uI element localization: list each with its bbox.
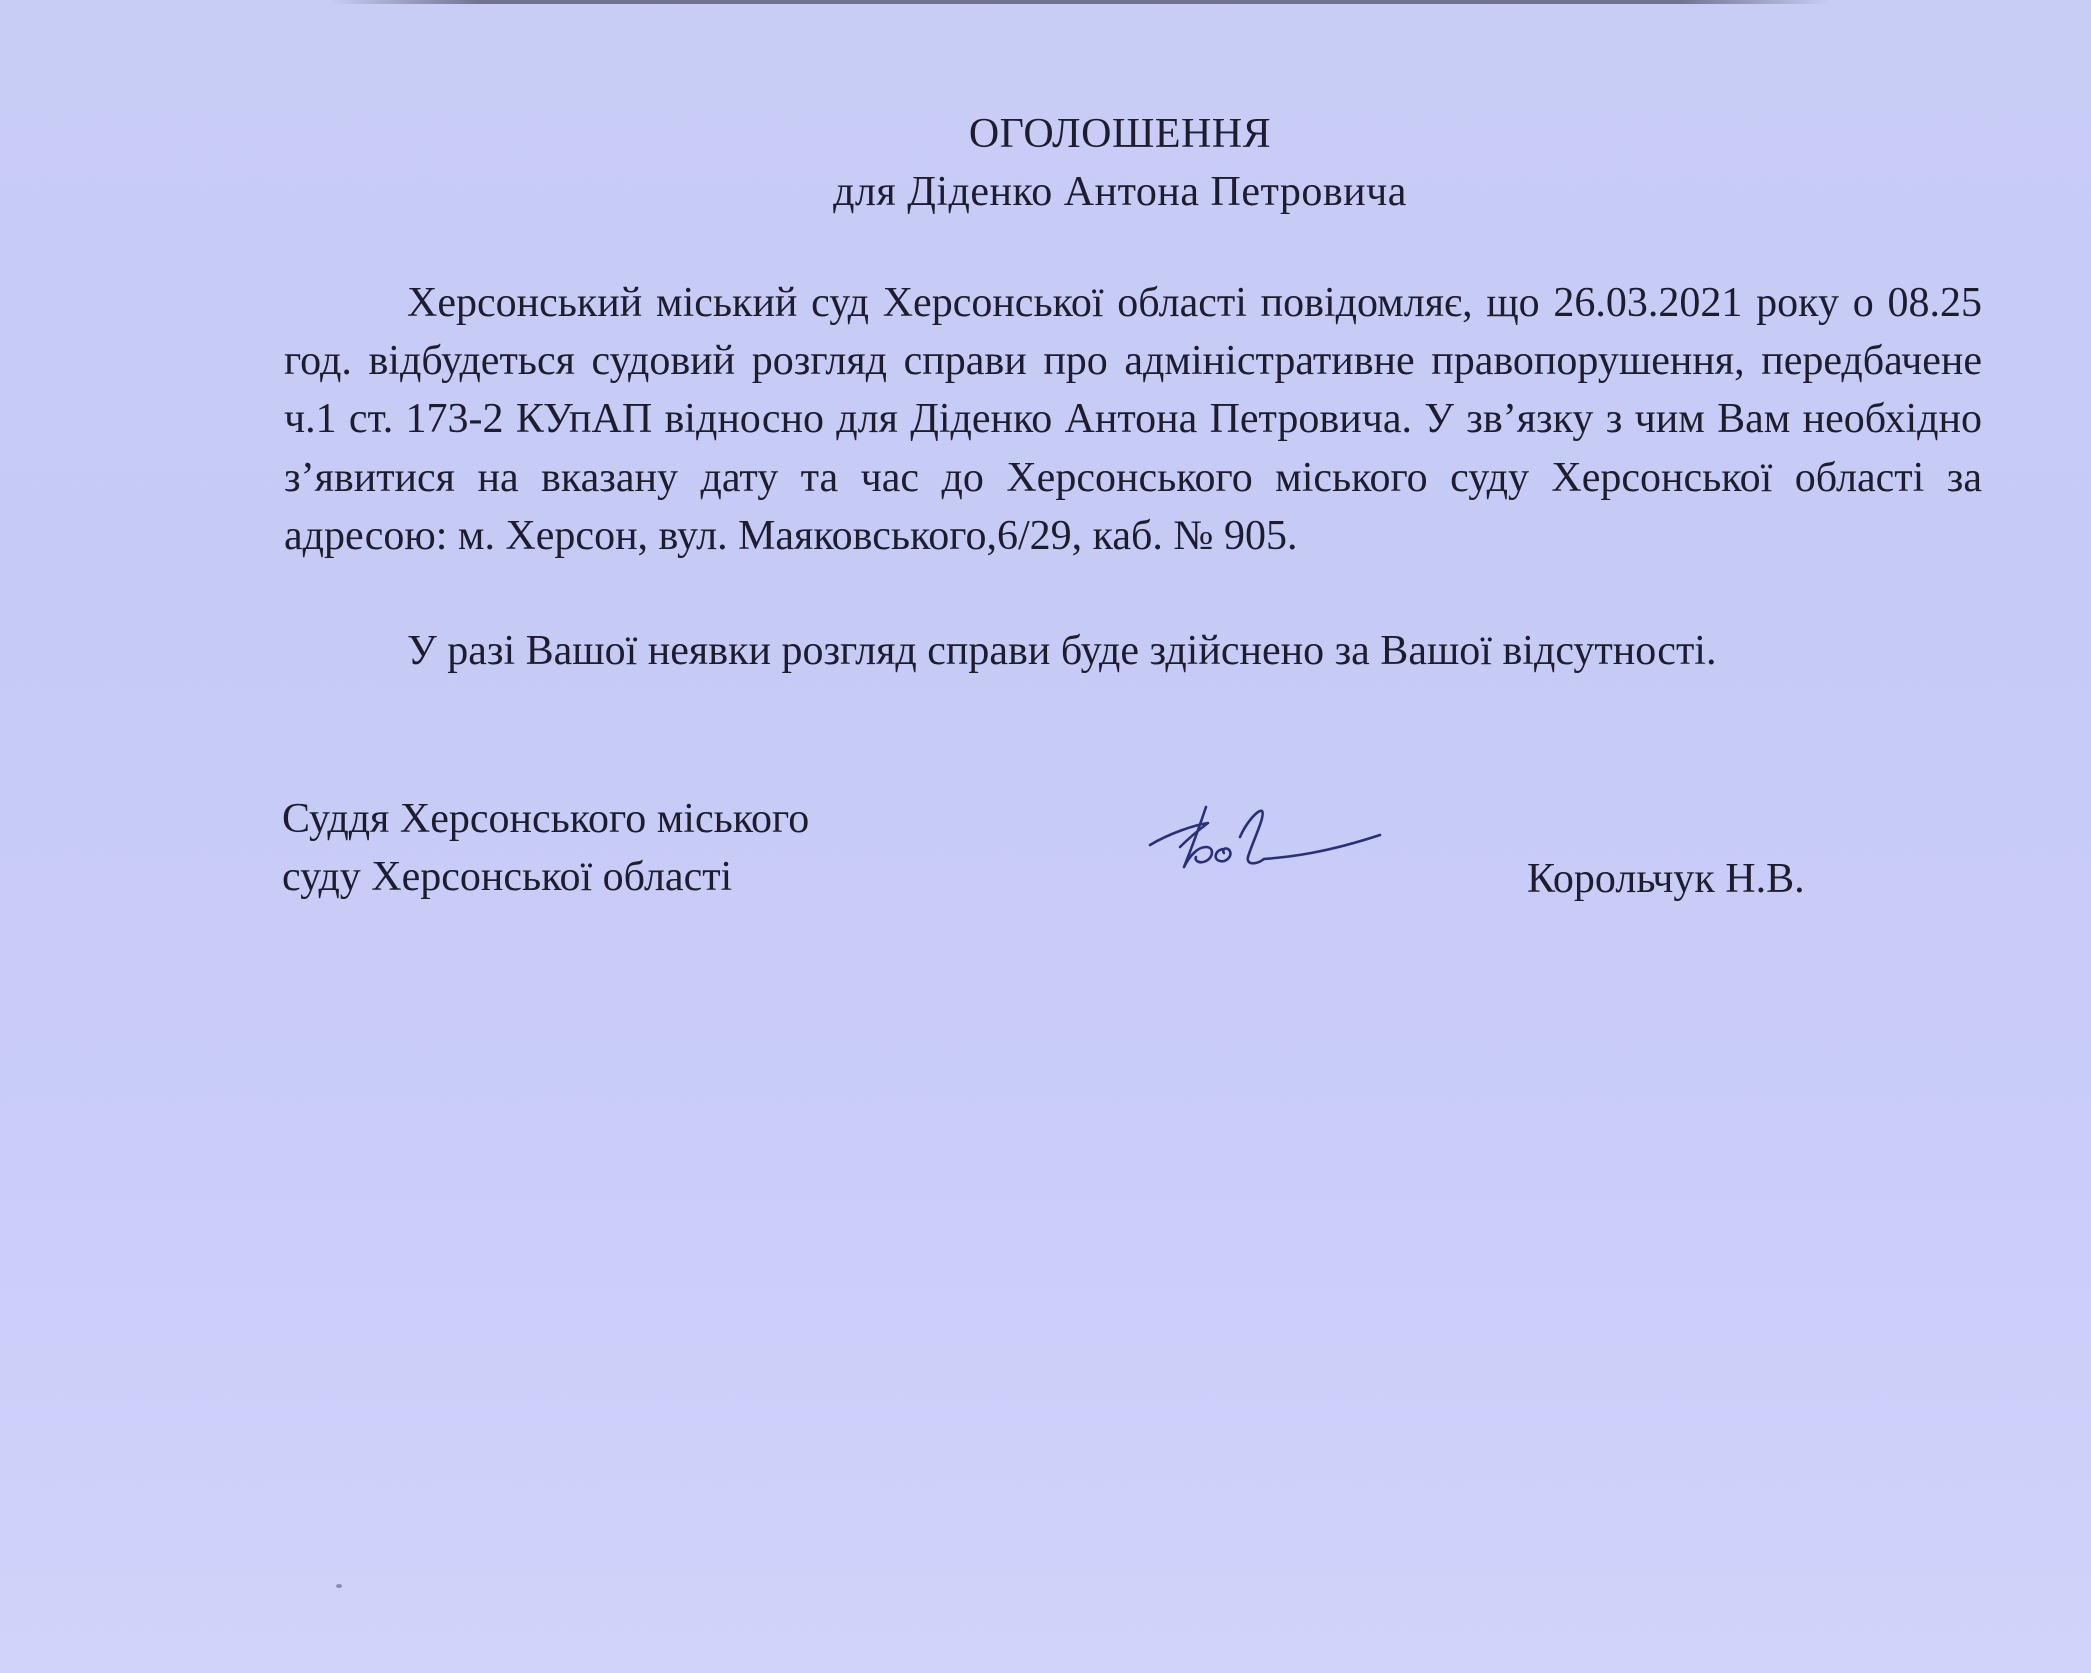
judge-position	[282, 790, 809, 906]
absence-paragraph: У разі Вашої неявки розгляд справи буде здійснено за Вашої відсутності.	[407, 628, 1717, 674]
document-addressee: для Діденко Антона Петровича	[833, 169, 1407, 215]
handwritten-signature	[1140, 795, 1390, 895]
judge-position-line-1: Суддя Херсонського міського	[282, 796, 810, 842]
judge-name: Корольчук Н.В.	[1527, 856, 1805, 902]
page-top-edge	[330, 0, 1830, 4]
judge-position-line-2: суду Херсонської області	[282, 854, 733, 900]
document-title: ОГОЛОШЕННЯ	[968, 111, 1272, 157]
paper-speck	[336, 1584, 342, 1588]
notice-paragraph: Херсонський міський суд Херсонської області повідомляє, що 26.03.2021 року о 08.25 год. відбудеться судовий розгляд справи про адміністративне правопорушення, передбачене ч.1 ст. 173-2 КУпАП відносно для Діденко Антона Петровича. У зв’язку з чим Вам необхідно з’явитися на вказану дату та час до Херсонського міського суду Херсонської області за адресою: м. Херсон, вул. Маяковського,6/29, каб. № 905.	[284, 280, 1982, 559]
